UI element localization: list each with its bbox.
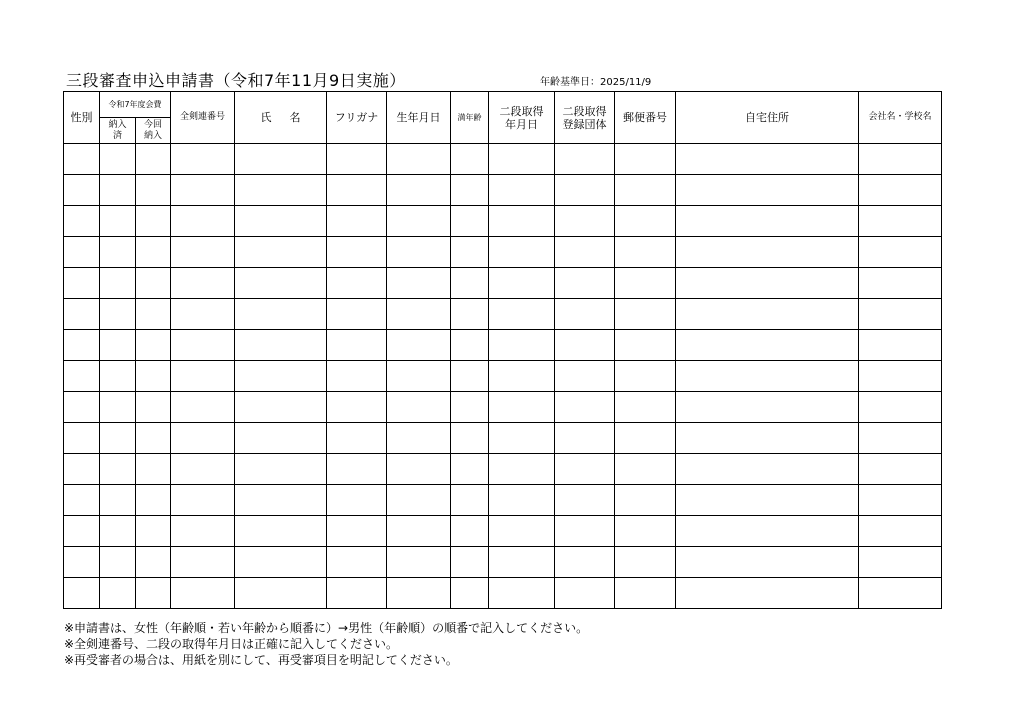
application-table: [63, 91, 942, 609]
cell-fee-paid[interactable]: [100, 516, 136, 547]
cell-postal[interactable]: [615, 361, 676, 392]
cell-gender[interactable]: [64, 516, 100, 547]
cell-fee-now[interactable]: [136, 361, 171, 392]
table-row: [64, 516, 942, 547]
cell-fee-now[interactable]: [136, 392, 171, 423]
cell-age[interactable]: [451, 175, 489, 206]
cell-age[interactable]: [451, 547, 489, 578]
cell-furigana[interactable]: [327, 206, 387, 237]
cell-fee-now[interactable]: [136, 144, 171, 175]
cell-fee-paid[interactable]: [100, 175, 136, 206]
cell-affiliation[interactable]: [859, 144, 942, 175]
cell-furigana[interactable]: [327, 392, 387, 423]
cell-address[interactable]: [676, 330, 859, 361]
cell-fee-now[interactable]: [136, 237, 171, 268]
cell-address[interactable]: [676, 237, 859, 268]
note-order: ※申請書は、女性（年齢順・若い年齢から順番に）→男性（年齢順）の順番で記入してください。: [64, 621, 589, 635]
cell-affiliation[interactable]: [859, 268, 942, 299]
cell-address[interactable]: [676, 578, 859, 609]
table-row: [64, 175, 942, 206]
cell-birthdate[interactable]: [387, 423, 451, 454]
cell-member-no[interactable]: [171, 454, 235, 485]
cell-postal[interactable]: [615, 299, 676, 330]
notes: [64, 620, 588, 668]
cell-fee-paid[interactable]: [100, 485, 136, 516]
cell-furigana[interactable]: [327, 423, 387, 454]
header-affiliation: 会社名・学校名: [859, 92, 942, 144]
cell-address[interactable]: [676, 423, 859, 454]
cell-fee-paid[interactable]: [100, 361, 136, 392]
cell-fee-now[interactable]: [136, 485, 171, 516]
header-age: 満年齢: [451, 92, 489, 144]
cell-gender[interactable]: [64, 547, 100, 578]
header-name: [235, 92, 327, 144]
cell-fee-paid[interactable]: [100, 237, 136, 268]
cell-birthdate[interactable]: [387, 237, 451, 268]
cell-name[interactable]: [235, 516, 327, 547]
cell-birthdate[interactable]: [387, 516, 451, 547]
cell-address[interactable]: [676, 392, 859, 423]
header-postal-code: 郵便番号: [615, 92, 676, 144]
cell-fee-paid[interactable]: [100, 330, 136, 361]
cell-nidan-date[interactable]: [489, 578, 555, 609]
cell-member-no[interactable]: [171, 268, 235, 299]
cell-furigana[interactable]: [327, 299, 387, 330]
cell-fee-paid[interactable]: [100, 454, 136, 485]
cell-postal[interactable]: [615, 237, 676, 268]
cell-fee-now[interactable]: [136, 516, 171, 547]
cell-nidan-org[interactable]: [555, 268, 615, 299]
cell-furigana[interactable]: [327, 144, 387, 175]
header-address: 自宅住所: [676, 92, 859, 144]
cell-nidan-date[interactable]: [489, 330, 555, 361]
note-accuracy: ※全剣連番号、二段の取得年月日は正確に記入してください。: [64, 637, 399, 651]
header-furigana: フリガナ: [327, 92, 387, 144]
cell-affiliation[interactable]: [859, 516, 942, 547]
cell-fee-now[interactable]: [136, 454, 171, 485]
age-base-date: [540, 73, 651, 88]
cell-address[interactable]: [676, 144, 859, 175]
cell-address[interactable]: [676, 268, 859, 299]
cell-nidan-org[interactable]: [555, 237, 615, 268]
cell-age[interactable]: [451, 206, 489, 237]
cell-member-no[interactable]: [171, 423, 235, 454]
cell-name[interactable]: [235, 454, 327, 485]
cell-fee-now[interactable]: [136, 206, 171, 237]
cell-fee-paid[interactable]: [100, 268, 136, 299]
cell-birthdate[interactable]: [387, 144, 451, 175]
cell-postal[interactable]: [615, 485, 676, 516]
cell-fee-paid[interactable]: [100, 299, 136, 330]
cell-member-no[interactable]: [171, 578, 235, 609]
cell-gender[interactable]: [64, 206, 100, 237]
cell-member-no[interactable]: [171, 361, 235, 392]
cell-gender[interactable]: [64, 299, 100, 330]
cell-name[interactable]: [235, 392, 327, 423]
header-gender: 性別: [64, 92, 100, 144]
cell-name[interactable]: [235, 361, 327, 392]
header-fee-group: 令和7年度会費: [100, 92, 171, 118]
header-member-number: 全剣連番号: [171, 92, 235, 144]
cell-birthdate[interactable]: [387, 547, 451, 578]
cell-member-no[interactable]: [171, 392, 235, 423]
cell-gender[interactable]: [64, 454, 100, 485]
cell-birthdate[interactable]: [387, 485, 451, 516]
cell-nidan-date[interactable]: [489, 423, 555, 454]
cell-address[interactable]: [676, 206, 859, 237]
note-retake: ※再受審者の場合は、用紙を別にして、再受審項目を明記してください。: [64, 653, 458, 667]
cell-nidan-org[interactable]: [555, 144, 615, 175]
cell-furigana[interactable]: [327, 268, 387, 299]
cell-fee-paid[interactable]: [100, 392, 136, 423]
cell-nidan-date[interactable]: [489, 454, 555, 485]
cell-postal[interactable]: [615, 144, 676, 175]
cell-fee-now[interactable]: [136, 175, 171, 206]
cell-address[interactable]: [676, 454, 859, 485]
cell-member-no[interactable]: [171, 237, 235, 268]
cell-age[interactable]: [451, 392, 489, 423]
cell-nidan-date[interactable]: [489, 268, 555, 299]
cell-gender[interactable]: [64, 423, 100, 454]
cell-postal[interactable]: [615, 175, 676, 206]
cell-nidan-org[interactable]: [555, 206, 615, 237]
cell-age[interactable]: [451, 268, 489, 299]
cell-postal[interactable]: [615, 268, 676, 299]
cell-postal[interactable]: [615, 330, 676, 361]
cell-gender[interactable]: [64, 237, 100, 268]
cell-address[interactable]: [676, 485, 859, 516]
table-row: [64, 144, 942, 175]
table-row: [64, 423, 942, 454]
cell-furigana[interactable]: [327, 175, 387, 206]
cell-birthdate[interactable]: [387, 454, 451, 485]
cell-fee-now[interactable]: [136, 330, 171, 361]
header-fee-paid-text: 納入済: [108, 119, 127, 141]
cell-nidan-date[interactable]: [489, 237, 555, 268]
cell-postal[interactable]: [615, 547, 676, 578]
cell-furigana[interactable]: [327, 237, 387, 268]
cell-fee-now[interactable]: [136, 547, 171, 578]
cell-nidan-date[interactable]: [489, 144, 555, 175]
cell-name[interactable]: [235, 547, 327, 578]
cell-birthdate[interactable]: [387, 299, 451, 330]
cell-birthdate[interactable]: [387, 268, 451, 299]
cell-furigana[interactable]: [327, 361, 387, 392]
cell-nidan-date[interactable]: [489, 206, 555, 237]
cell-affiliation[interactable]: [859, 578, 942, 609]
header-birthdate: 生年月日: [387, 92, 451, 144]
cell-nidan-date[interactable]: [489, 485, 555, 516]
cell-member-no[interactable]: [171, 299, 235, 330]
cell-nidan-org[interactable]: [555, 175, 615, 206]
cell-birthdate[interactable]: [387, 330, 451, 361]
cell-address[interactable]: [676, 516, 859, 547]
cell-furigana[interactable]: [327, 330, 387, 361]
cell-affiliation[interactable]: [859, 485, 942, 516]
cell-postal[interactable]: [615, 454, 676, 485]
cell-nidan-org[interactable]: [555, 454, 615, 485]
cell-furigana[interactable]: [327, 578, 387, 609]
cell-name[interactable]: [235, 299, 327, 330]
cell-fee-paid[interactable]: [100, 423, 136, 454]
cell-nidan-date[interactable]: [489, 175, 555, 206]
cell-nidan-org[interactable]: [555, 299, 615, 330]
header-nidan-date-text: 二段取得年月日: [499, 104, 544, 131]
cell-nidan-date[interactable]: [489, 516, 555, 547]
cell-gender[interactable]: [64, 175, 100, 206]
cell-postal[interactable]: [615, 578, 676, 609]
cell-gender[interactable]: [64, 392, 100, 423]
table-row: [64, 454, 942, 485]
header-nidan-org: [555, 92, 615, 144]
cell-nidan-date[interactable]: [489, 547, 555, 578]
table-row: [64, 330, 942, 361]
cell-age[interactable]: [451, 144, 489, 175]
cell-fee-paid[interactable]: [100, 547, 136, 578]
table-row: [64, 547, 942, 578]
cell-fee-now[interactable]: [136, 268, 171, 299]
cell-affiliation[interactable]: [859, 206, 942, 237]
header-nidan-date: [489, 92, 555, 144]
cell-member-no[interactable]: [171, 485, 235, 516]
header-fee-now-text: 今回納入: [143, 119, 162, 141]
header-nidan-org-text: 二段取得登録団体: [562, 104, 607, 131]
cell-address[interactable]: [676, 299, 859, 330]
cell-nidan-date[interactable]: [489, 392, 555, 423]
cell-fee-now[interactable]: [136, 578, 171, 609]
cell-member-no[interactable]: [171, 516, 235, 547]
cell-member-no[interactable]: [171, 175, 235, 206]
cell-fee-paid[interactable]: [100, 578, 136, 609]
cell-birthdate[interactable]: [387, 206, 451, 237]
cell-age[interactable]: [451, 330, 489, 361]
cell-address[interactable]: [676, 361, 859, 392]
cell-postal[interactable]: [615, 206, 676, 237]
age-base-date-value: 2025/11/9: [600, 77, 652, 88]
header-fee-paid: [100, 118, 136, 144]
cell-fee-paid[interactable]: [100, 144, 136, 175]
cell-affiliation[interactable]: [859, 547, 942, 578]
table-row: [64, 206, 942, 237]
cell-address[interactable]: [676, 547, 859, 578]
cell-member-no[interactable]: [171, 206, 235, 237]
cell-member-no[interactable]: [171, 330, 235, 361]
table-row: [64, 361, 942, 392]
cell-name[interactable]: [235, 578, 327, 609]
cell-birthdate[interactable]: [387, 175, 451, 206]
cell-nidan-date[interactable]: [489, 361, 555, 392]
cell-birthdate[interactable]: [387, 578, 451, 609]
cell-nidan-org[interactable]: [555, 516, 615, 547]
cell-age[interactable]: [451, 299, 489, 330]
cell-name[interactable]: [235, 485, 327, 516]
cell-nidan-org[interactable]: [555, 547, 615, 578]
cell-name[interactable]: [235, 206, 327, 237]
cell-affiliation[interactable]: [859, 175, 942, 206]
cell-nidan-org[interactable]: [555, 361, 615, 392]
cell-gender[interactable]: [64, 485, 100, 516]
cell-name[interactable]: [235, 423, 327, 454]
table-row: [64, 299, 942, 330]
page-title: 三段審査申込申請書（令和7年11月9日実施）: [66, 71, 406, 90]
cell-nidan-org[interactable]: [555, 330, 615, 361]
cell-age[interactable]: [451, 578, 489, 609]
table-row: [64, 268, 942, 299]
cell-affiliation[interactable]: [859, 330, 942, 361]
cell-name[interactable]: [235, 330, 327, 361]
cell-affiliation[interactable]: [859, 299, 942, 330]
cell-member-no[interactable]: [171, 144, 235, 175]
cell-furigana[interactable]: [327, 516, 387, 547]
cell-fee-paid[interactable]: [100, 206, 136, 237]
cell-age[interactable]: [451, 454, 489, 485]
cell-birthdate[interactable]: [387, 361, 451, 392]
cell-name[interactable]: [235, 237, 327, 268]
cell-postal[interactable]: [615, 516, 676, 547]
header-name-text: 氏名: [260, 111, 319, 124]
age-base-date-label: 年齢基準日：: [540, 77, 600, 88]
cell-age[interactable]: [451, 237, 489, 268]
cell-affiliation[interactable]: [859, 392, 942, 423]
cell-gender[interactable]: [64, 144, 100, 175]
cell-postal[interactable]: [615, 392, 676, 423]
cell-furigana[interactable]: [327, 547, 387, 578]
cell-gender[interactable]: [64, 330, 100, 361]
cell-furigana[interactable]: [327, 454, 387, 485]
cell-age[interactable]: [451, 361, 489, 392]
cell-nidan-org[interactable]: [555, 485, 615, 516]
cell-nidan-org[interactable]: [555, 578, 615, 609]
header-fee-now: [136, 118, 171, 144]
cell-affiliation[interactable]: [859, 361, 942, 392]
cell-nidan-date[interactable]: [489, 299, 555, 330]
cell-address[interactable]: [676, 175, 859, 206]
cell-age[interactable]: [451, 516, 489, 547]
table-row: [64, 578, 942, 609]
cell-furigana[interactable]: [327, 485, 387, 516]
cell-affiliation[interactable]: [859, 423, 942, 454]
cell-age[interactable]: [451, 485, 489, 516]
cell-gender[interactable]: [64, 268, 100, 299]
cell-birthdate[interactable]: [387, 392, 451, 423]
cell-name[interactable]: [235, 175, 327, 206]
table-row: [64, 392, 942, 423]
cell-name[interactable]: [235, 268, 327, 299]
cell-gender[interactable]: [64, 361, 100, 392]
cell-member-no[interactable]: [171, 547, 235, 578]
cell-nidan-org[interactable]: [555, 423, 615, 454]
cell-fee-now[interactable]: [136, 299, 171, 330]
cell-affiliation[interactable]: [859, 237, 942, 268]
cell-affiliation[interactable]: [859, 454, 942, 485]
cell-nidan-org[interactable]: [555, 392, 615, 423]
cell-postal[interactable]: [615, 423, 676, 454]
cell-age[interactable]: [451, 423, 489, 454]
table-row: [64, 485, 942, 516]
cell-gender[interactable]: [64, 578, 100, 609]
cell-name[interactable]: [235, 144, 327, 175]
table-row: [64, 237, 942, 268]
cell-fee-now[interactable]: [136, 423, 171, 454]
